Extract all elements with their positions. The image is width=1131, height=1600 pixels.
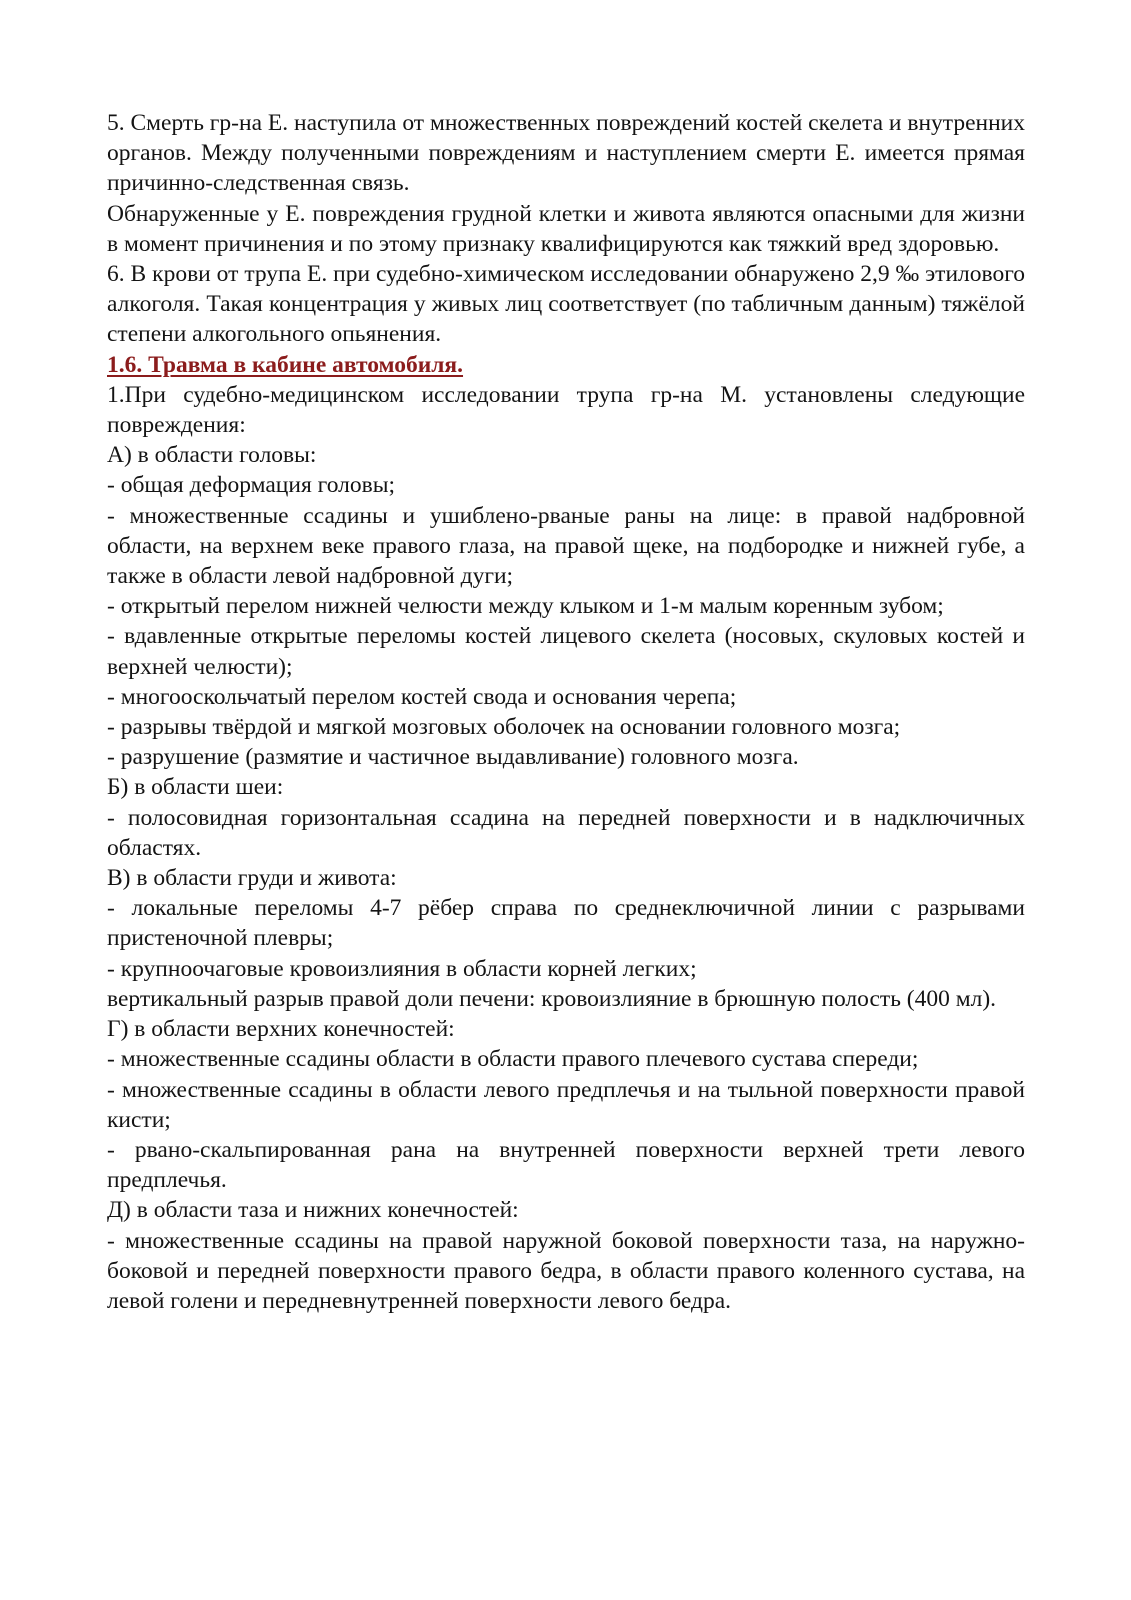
list-item: - вдавленные открытые переломы костей лицевого скелета (носовых, скуловых костей и верхней челюсти); [107,623,1025,680]
list-item: - множественные ссадины и ушиблено-рваные раны на лице: в правой надбровной области, на верхнем веке правого глаза, на правой щеке, на подбородке и нижней губе, а также в области левой надбровной дуги; [107,502,1025,590]
list-item: - разрывы твёрдой и мягкой мозговых оболочек на основании головного мозга; [107,714,901,741]
list-item: - локальные переломы 4-7 рёбер справа по среднеключичной линии с разрывами пристеночной плевры; [107,895,1025,952]
list-item: - крупноочаговые кровоизлияния в области корней легких; [107,955,697,982]
list-item: - разрушение (размятие и частичное выдавливание) головного мозга. [107,744,799,771]
list-item: - множественные ссадины на правой наружной боковой поверхности таза, на наружно-боковой и передней поверхности правого бедра, в области правого коленного сустава, на левой голени и передневнутренней поверхности левого бедра. [107,1227,1025,1314]
list-item: - общая деформация головы; [107,472,396,499]
section-heading: 1.6. Травма в кабине автомобиля. [107,351,464,378]
paragraph-intro: 1.При судебно-медицинском исследовании трупа гр-на М. установлены следующие повреждения: [107,381,1025,439]
paragraph-alcohol: 6. В крови от трупа Е. при судебно-химическом исследовании обнаружено 2,9 ‰ этилового алкоголя. Такая концентрация у живых лиц соответствует (по табличным данным) тяжёлой степени алкогольного опьянения. [107,261,1025,348]
paragraph-cause-of-death: 5. Смерть гр-на Е. наступила от множественных повреждений костей скелета и внутренних органов. Между полученными повреждениям и наступлением смерти Е. имеется прямая причинно-следственная связь. [107,110,1025,197]
list-item: - открытый перелом нижней челюсти между клыком и 1-м малым коренным зубом; [107,593,944,620]
list-item: - множественные ссадины области в области правого плечевого сустава спереди; [107,1046,919,1073]
paragraph-severity: Обнаруженные у Е. повреждения грудной клетки и живота являются опасными для жизни в момент причинения и по этому признаку квалифицируются как тяжкий вред здоровью. [107,200,1025,257]
list-item: - множественные ссадины в области левого предплечья и на тыльной поверхности правой кисти; [107,1076,1025,1133]
list-item: - многооскольчатый перелом костей свода и основания черепа; [107,683,737,710]
list-item: вертикальный разрыв правой доли печени: кровоизлияние в брюшную полость (400 мл). [107,985,997,1012]
region-title-neck: Б) в области шеи: [107,774,284,801]
list-item: - полосовидная горизонтальная ссадина на передней поверхности и в надключичных областях. [107,804,1025,861]
region-title-arms: Г) в области верхних конечностей: [107,1016,455,1043]
region-title-head: А) в области головы: [107,442,317,469]
document-page [107,108,1025,1316]
region-title-legs: Д) в области таза и нижних конечностей: [107,1197,519,1224]
region-title-chest: В) в области груди и живота: [107,865,397,892]
list-item: - рвано-скальпированная рана на внутренней поверхности верхней трети левого предплечья. [107,1136,1025,1194]
